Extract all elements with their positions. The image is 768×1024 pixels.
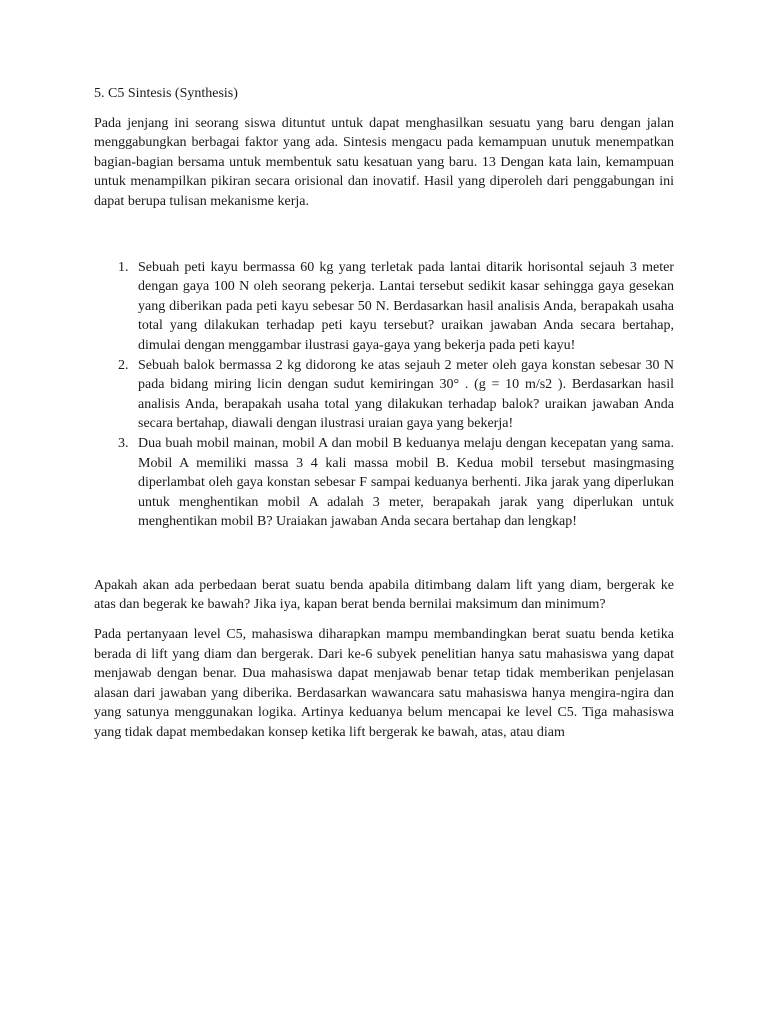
problem-item [94, 258, 674, 356]
problem-list [94, 258, 674, 532]
problem-item [94, 356, 674, 434]
problem-item [94, 434, 674, 532]
intro-paragraph: Pada jenjang ini seorang siswa dituntut untuk dapat menghasilkan sesuatu yang baru dengan jalan menggabungkan berbagai faktor yang ada. Sintesis mengacu pada kemampuan unutuk menempatkan bagian-bagian bersama untuk membentuk satu kesatuan yang baru. 13 Dengan kata lain, kemampuan untuk menampilkan pikiran secara orisional dan inovatif. Hasil yang diperoleh dari penggabungan ini dapat berupa tulisan mekanisme kerja. [94, 115, 674, 209]
problem-number: 2. [118, 357, 129, 373]
section-heading: 5. C5 Sintesis (Synthesis) [94, 86, 238, 101]
question-paragraph: Apakah akan ada perbedaan berat suatu benda apabila ditimbang dalam lift yang diam, bergerak ke atas dan begerak ke bawah? Jika iya, kapan berat benda bernilai maksimum dan minimum? [94, 577, 674, 613]
problem-text: Sebuah peti kayu bermassa 60 kg yang terletak pada lantai ditarik horisontal sejauh 3 meter dengan gaya 100 N oleh seorang pekerja. Lantai tersebut sedikit kasar sehingga gaya gesekan yang diberikan pada peti kayu sebesar 50 N. Berdasarkan hasil analisis Anda, berapakah usaha total yang dilakukan terhadap peti kayu tersebut? uraikan jawaban Anda secara bertahap, dimulai dengan menggambar ilustrasi gaya-gaya yang bekerja pada peti kayu! [138, 259, 674, 353]
problem-text: Dua buah mobil mainan, mobil A dan mobil B keduanya melaju dengan kecepatan yang sama. Mobil A memiliki massa 3 4 kali massa mobil B. Kedua mobil tersebut masingmasing diperlambat oleh gaya konstan sebesar F sampai keduanya berhenti. Jika jarak yang diperlukan untuk menghentikan mobil A adalah 3 meter, berapakah jarak yang diperlukan untuk menghentikan mobil B? Uraiakan jawaban Anda secara bertahap dan lengkap! [138, 435, 674, 530]
document-page [94, 84, 674, 743]
problem-text: Sebuah balok bermassa 2 kg didorong ke atas sejauh 2 meter oleh gaya konstan sebesar 30 N pada bidang miring licin dengan sudut kemiringan 30° . (g = 10 m/s2 ). Berdasarkan hasil analisis Anda, berapakah usaha total yang dilakukan terhadap balok? uraikan jawaban Anda secara bertahap, diawali dengan ilustrasi uraian gaya yang bekerja! [138, 357, 674, 432]
problem-number: 3. [118, 435, 129, 451]
problem-number: 1. [118, 259, 129, 275]
analysis-paragraph: Pada pertanyaan level C5, mahasiswa diharapkan mampu membandingkan berat suatu benda ketika berada di lift yang diam dan bergerak. Dari ke-6 subyek penelitian hanya satu mahasiswa yang dapat menjawab dengan benar. Dua mahasiswa dapat menjawab benar tetap tidak memberikan penjelasan alasan dari jawaban yang diberika. Berdasarkan wawancara satu mahasiswa hanya mengira-ngira dan yang satunya menggunakan logika. Artinya keduanya belum mencapai ke level C5. Tiga mahasiswa yang tidak dapat membedakan konsep ketika lift bergerak ke bawah, atas, atau diam [94, 627, 674, 741]
